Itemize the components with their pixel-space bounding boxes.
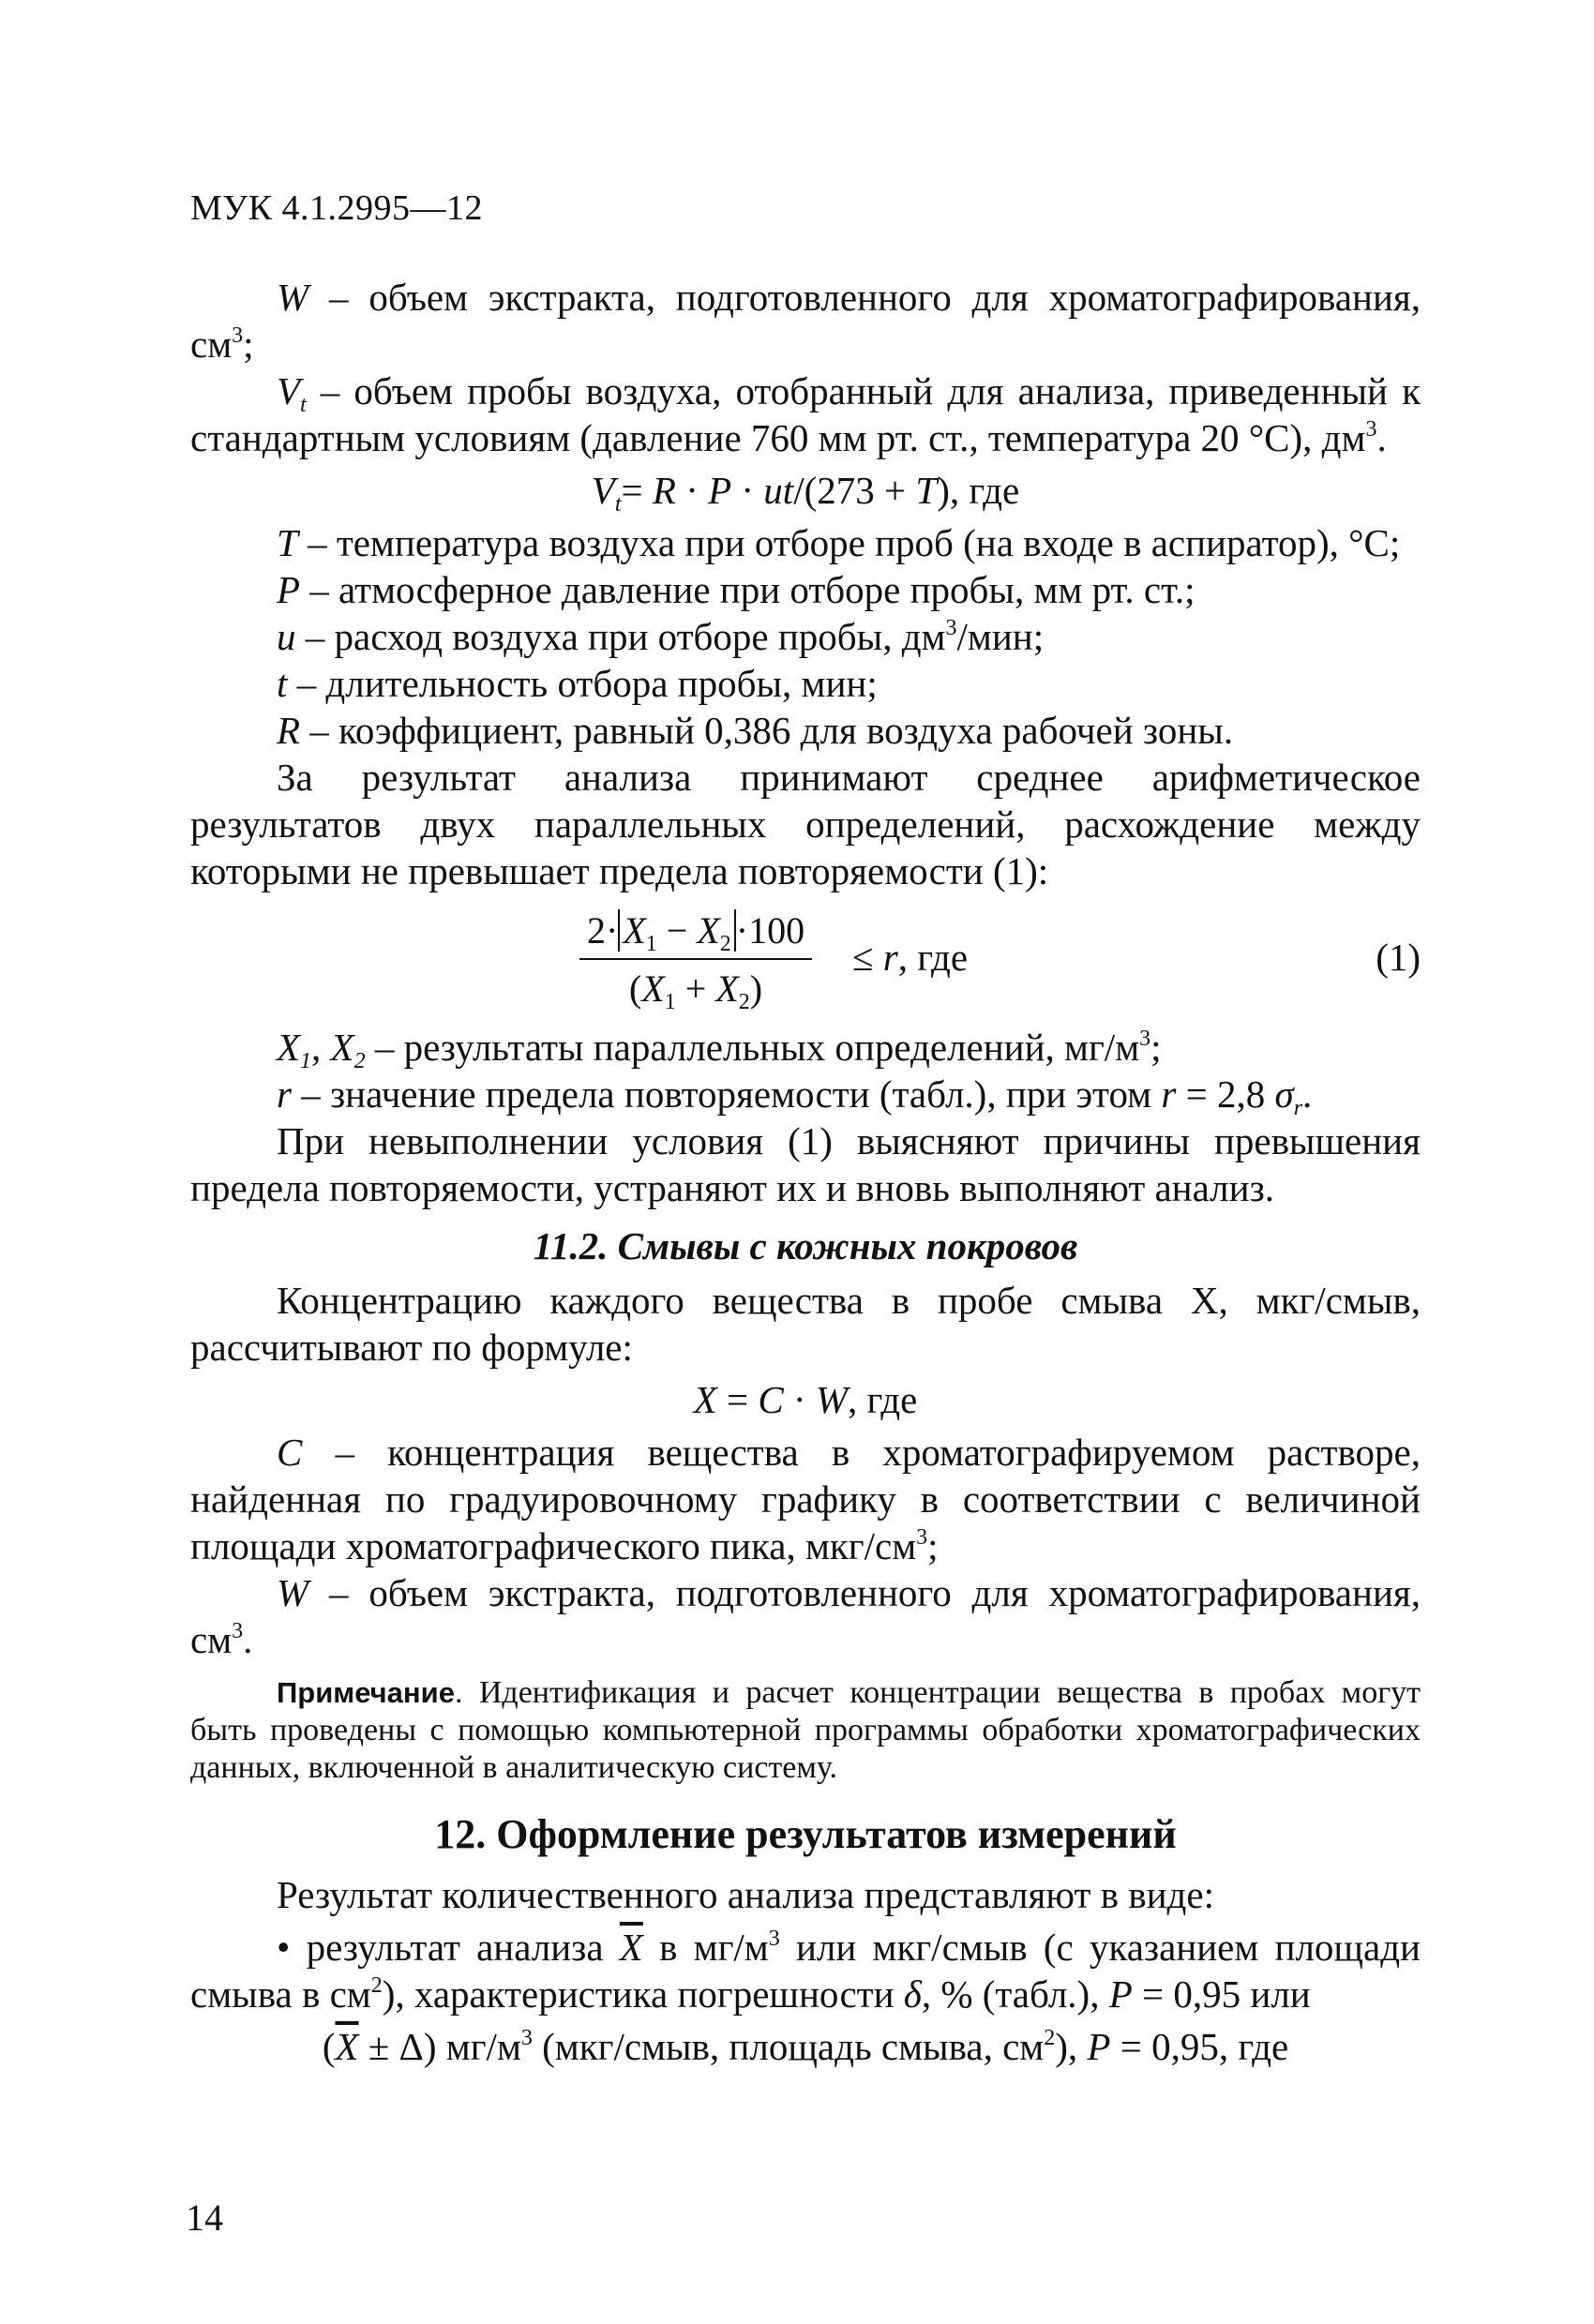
- note-label: Примечание: [277, 1676, 455, 1709]
- definition-u-flow: u – расход воздуха при отборе пробы, $дм^3$/мин;: [277, 615, 1045, 658]
- definition-w-repeat: W – объем экстракта, подготовленного для хроматографирования, $см^3$.: [190, 1571, 1421, 1661]
- paragraph-concentration: Концентрацию каждого вещества в пробе смыва X, мкг/смыв, рассчитывают по формуле:: [190, 1279, 1421, 1369]
- document-code-header: МУК 4.1.2995—12: [190, 188, 484, 228]
- definition-w: W – объем экстракта, подготовленного для хроматографирования, $см^3$;: [190, 276, 1421, 366]
- formula-vt: $V_t= R \cdot P \cdot ut/(273 + T)$, где: [591, 469, 1020, 517]
- symbol-vt: V: [277, 369, 301, 412]
- document-body: [190, 274, 1421, 2070]
- page-number: 14: [186, 2197, 223, 2239]
- formula-x: X = C · W, где: [693, 1378, 918, 1421]
- paragraph-failure: При невыполнении условия (1) выясняют причины превышения предела повторяемости, устраняют их и вновь выполняют анализ.: [190, 1119, 1421, 1209]
- definition-r-repeatability: r – значение предела повторяемости (табл.), при этом r = 2,8 $\sigma_r$.: [277, 1072, 1313, 1120]
- formula-fraction: [579, 907, 812, 1012]
- formula-repeatability: [190, 904, 1421, 1016]
- definition-vt: $V_t$ – объем пробы воздуха, отобранный для анализа, приведенный к стандартным условиям (давление 760 мм рт. ст., температура 20 °С), $дм^3$.: [190, 369, 1421, 459]
- paragraph-presentation: Результат количественного анализа представляют в виде:: [277, 1873, 1214, 1916]
- symbol-w: W: [277, 276, 309, 319]
- definition-c: C – концентрация вещества в хроматографируемом растворе, найденная по градуировочному графику в соответствии с величиной площади хроматографического пика, мкг/$см^3$;: [190, 1431, 1421, 1567]
- formula-final: $(\overline{X} \pm \Delta)$ $мг/м^3$ (мкг/смыв, площадь смыва, $см^2$), P = 0,95, где: [322, 2025, 1289, 2068]
- formula-denominator: $(X_1 + X_2)$: [629, 967, 763, 1014]
- formula-inequality: ≤ r, где: [852, 936, 969, 979]
- definition-x1-x2: $X_1$, $X_2$ – результаты параллельных определений, $мг/м^3$;: [277, 1026, 1162, 1073]
- paragraph-result: За результат анализа принимают среднее арифметическое результатов двух параллельных определений, расхождение между которыми не превышает предела повторяемости (1):: [190, 756, 1421, 892]
- subsection-heading: 11.2. Смывы с кожных покровов: [533, 1224, 1078, 1267]
- definition-p-pressure: P – атмосферное давление при отборе пробы, мм рт. ст.;: [277, 568, 1196, 611]
- bullet-result: • результат анализа $\overline{X}$ в $мг/м^3$ или мкг/смыв (с указанием площади смыва в $см^2$), характеристика погрешности δ, % (табл.), P = 0,95 или: [190, 1926, 1421, 2016]
- definition-t-duration: t – длительность отбора пробы, мин;: [277, 662, 878, 705]
- section-heading: 12. Оформление результатов измерений: [434, 1811, 1177, 1857]
- definition-r-coefficient: R – коэффициент, равный 0,386 для воздуха рабочей зоны.: [277, 709, 1234, 752]
- equation-number: (1): [1376, 936, 1421, 979]
- note-paragraph: Примечание. Идентификация и расчет концентрации вещества в пробах могут быть проведены с помощью компьютерной программы обработки хроматографических данных, включенной в аналитическую систему.: [190, 1675, 1421, 1785]
- formula-numerator: $2\cdot X_1 - X_2 \cdot 100$: [579, 907, 812, 960]
- definition-t-temperature: T – температура воздуха при отборе проб (на входе в аспиратор), °С;: [277, 521, 1401, 564]
